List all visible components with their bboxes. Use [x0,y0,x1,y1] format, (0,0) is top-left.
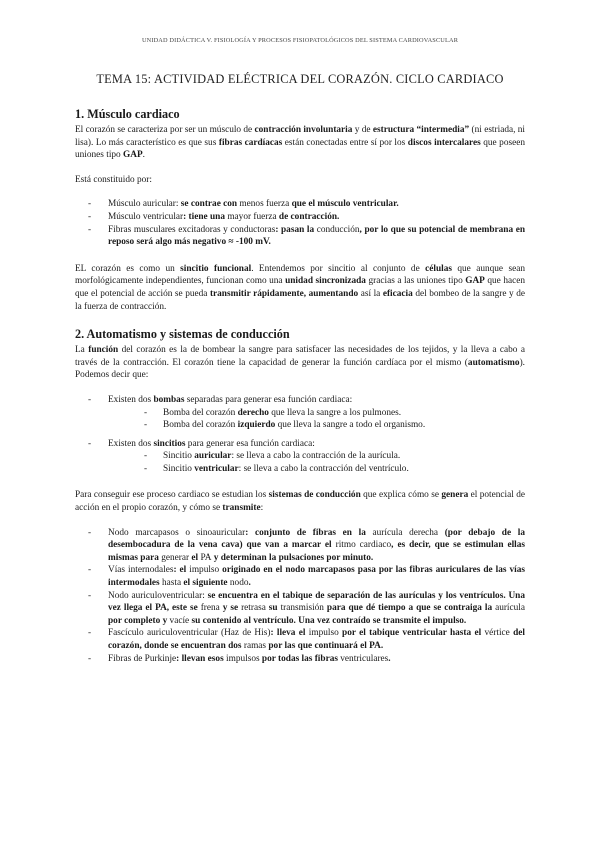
emphasis-text: transmite [222,503,261,514]
bullet-list [75,394,525,432]
emphasis-text: discos intercalares [407,137,481,148]
document-title: TEMA 15: ACTIVIDAD ELÉCTRICA DEL CORAZÓN. CICLO CARDIACO [96,72,504,86]
emphasis-text: : pasan la [275,224,317,235]
emphasis-text: transmitir rápidamente, aumentando [209,288,359,299]
sub-list [108,450,525,475]
emphasis-text: se encuentra en el tabique de separación de las aurículas y los ventrículos. Una vez llega el PA, este se [108,590,525,614]
conduction-list [75,527,525,666]
emphasis-text: bombas [153,394,185,405]
list-item: - Nodo marcapasos o sinoauricular: conjunto de fibras en la aurícula derecha (por debajo de la desembocadura de la vena cava) que van a marcar el ritmo cardiaco, es decir, que se estimulan ellas mismas para generar el PA y determinan la pulsaciones por minuto. [75,527,525,565]
emphasis-text: función [88,345,119,356]
emphasis-text: del corazón, donde se encuentran dos [108,628,525,651]
emphasis-text: por todas las fibras [259,653,341,664]
emphasis-text: sincitio funcional [180,263,252,274]
emphasis-text: izquierdo [237,420,276,431]
emphasis-text: : conjunto de fibras en la [245,527,373,538]
sub-list [108,407,525,432]
emphasis-text: : lleva el [270,628,309,639]
emphasis-text: fibras cardíacas [218,137,283,148]
section-heading-automatism: 2. Automatismo y sistemas de conducción [75,327,290,342]
emphasis-text: originado en el nodo marcapasos pasa por las fibras auriculares de las vías intermodales [108,565,525,589]
emphasis-text: : el [173,565,190,576]
list-item: - Músculo auricular: se contrae con menos fuerza que el músculo ventricular. [75,198,525,211]
section-heading-muscle: 1. Músculo cardiaco [75,107,180,121]
emphasis-text: derecho [237,407,269,418]
emphasis-text: . [248,578,251,589]
document-body [75,107,525,665]
emphasis-text: , es decir, que se estimulan ellas mismas para [108,540,526,563]
emphasis-text: , por lo que su potencial de membrana en reposo será algo más negativo ≈ -100 mV. [108,224,525,248]
emphasis-text: por las que continuará el PA. [266,641,384,651]
list-item: - Fibras de Purkinje: llevan esos impulsos por todas las fibras ventriculares. [75,653,525,666]
bullet-list [75,438,525,476]
emphasis-text: ventricular [194,463,239,474]
emphasis-text: de contracción. [276,211,340,222]
paragraph: El corazón se caracteriza por ser un músculo de contracción involuntaria y de estructura “intermedia” (ni estriada, ni lisa). Lo más característico es que sus fibras cardíacas están conectadas entre sí por los discos intercalares que poseen uniones tipo GAP. [75,125,525,161]
list-item: - Sincitio ventricular: se lleva a cabo la contracción del ventrículo. [108,463,525,476]
list-item: - Músculo ventricular: tiene una mayor fuerza de contracción. [75,211,525,224]
emphasis-text: y determinan la pulsaciones por minuto. [211,552,374,563]
list-item: - Bomba del corazón izquierdo que lleva la sangre a todo el organismo. [108,419,525,432]
list-item: - Bomba del corazón derecho que lleva la sangre a los pulmones. [108,407,525,420]
emphasis-text: eficacia [382,288,413,299]
paragraph: Para conseguir ese proceso cardiaco se estudian los sistemas de conducción que explica cómo se genera el potencial de acción en el propio corazón, y cómo se transmite: [75,490,525,514]
emphasis-text: auricular [194,451,232,462]
emphasis-text: por el tabique ventricular hasta el [338,628,485,639]
emphasis-text: estructura “intermedia” [372,125,470,135]
list-item: - Existen dos sincitios para generar esa función cardiaca: - Sincitio auricular: se lleva a cabo la contracción de la aurícula. - Sincitio ventricular: se lleva a cabo la contracción del ventrículo. [75,438,525,476]
list-item: - Fascículo auriculoventricular (Haz de His): lleva el impulso por el tabique ventricular hasta el vértice del corazón, donde se encuentran dos ramas por las que continuará el PA. [75,627,525,652]
emphasis-text: el siguiente [181,578,230,589]
running-header: UNIDAD DIDÁCTICA V. FISIOLOGÍA Y PROCESOS FISIOPATOLÓGICOS DEL SISTEMA CARDIOVASCULAR [141,37,459,44]
paragraph: Está constituido por: [75,174,152,185]
emphasis-text: el [189,552,201,563]
list-item: - Vías internodales: el impulso originado en el nodo marcapasos pasa por las fibras auriculares de las vías intermodales hasta el siguiente nodo. [75,564,525,589]
bullet-list [75,198,525,248]
emphasis-text: por completo y [108,615,170,626]
paragraph: EL corazón es como un sincitio funcional. Entendemos por sincitio al conjunto de células que aunque sean morfológicamente independientes, funcionan como una unidad sincronizada gracias a las uniones tipo GAP que hacen que el potencial de acción se pueda transmitir rápidamente, aumentando así la eficacia del bombeo de la sangre y de la fuerza de contracción. [75,263,526,312]
paragraph: La función del corazón es la de bombear la sangre para satisfacer las necesidades de los tejidos, y la lleva a cabo a través de la contracción. El corazón tiene la capacidad de generar la función cardíaca por el mismo (automatismo). Podemos decir que: [75,345,525,381]
emphasis-text: automatismo [467,357,520,368]
emphasis-text: que el músculo ventricular. [289,199,399,210]
list-item: - Fibras musculares excitadoras y conductoras: pasan la conducción, por lo que su potencial de membrana en reposo será algo más negativo ≈ -100 mV. [75,224,525,249]
emphasis-text: se contrae con [178,199,240,210]
emphasis-text: células [425,263,452,274]
emphasis-text: : tiene una [183,211,228,222]
emphasis-text: para que dé tiempo a que se contraiga la [323,603,496,614]
emphasis-text: su [265,603,281,614]
emphasis-text: su contenido al ventrículo. Una vez contraído se transmite el impulso. [189,615,467,626]
emphasis-text: GAP [465,276,485,287]
emphasis-text: unidad sincronizada [285,276,366,287]
emphasis-text: sistemas de conducción [268,490,361,501]
emphasis-text: (por debajo de la desembocadura de la vena cava) que van a marcar el [108,527,525,551]
emphasis-text: contracción involuntaria [254,125,353,135]
emphasis-text: y se [219,603,242,614]
emphasis-text: genera [441,490,469,501]
emphasis-text: sincitios [153,438,186,449]
emphasis-text: : llevan esos [176,653,227,664]
emphasis-text: GAP [123,150,143,161]
emphasis-text: . [388,653,391,664]
list-item: - Nodo auriculoventricular: se encuentra en el tabique de separación de las aurículas y los ventrículos. Una vez llega el PA, este se frena y se retrasa su transmisión para que dé tiempo a que se contraiga la aurícula por completo y vacíe su contenido al ventrículo. Una vez contraído se transmite el impulso. [75,590,525,628]
list-item: - Sincitio auricular: se lleva a cabo la contracción de la aurícula. [108,450,525,463]
list-item: - Existen dos bombas separadas para generar esa función cardiaca: - Bomba del corazón derecho que lleva la sangre a los pulmones. - Bomba del corazón izquierdo que lleva la sangre a todo el organismo. [75,394,525,432]
